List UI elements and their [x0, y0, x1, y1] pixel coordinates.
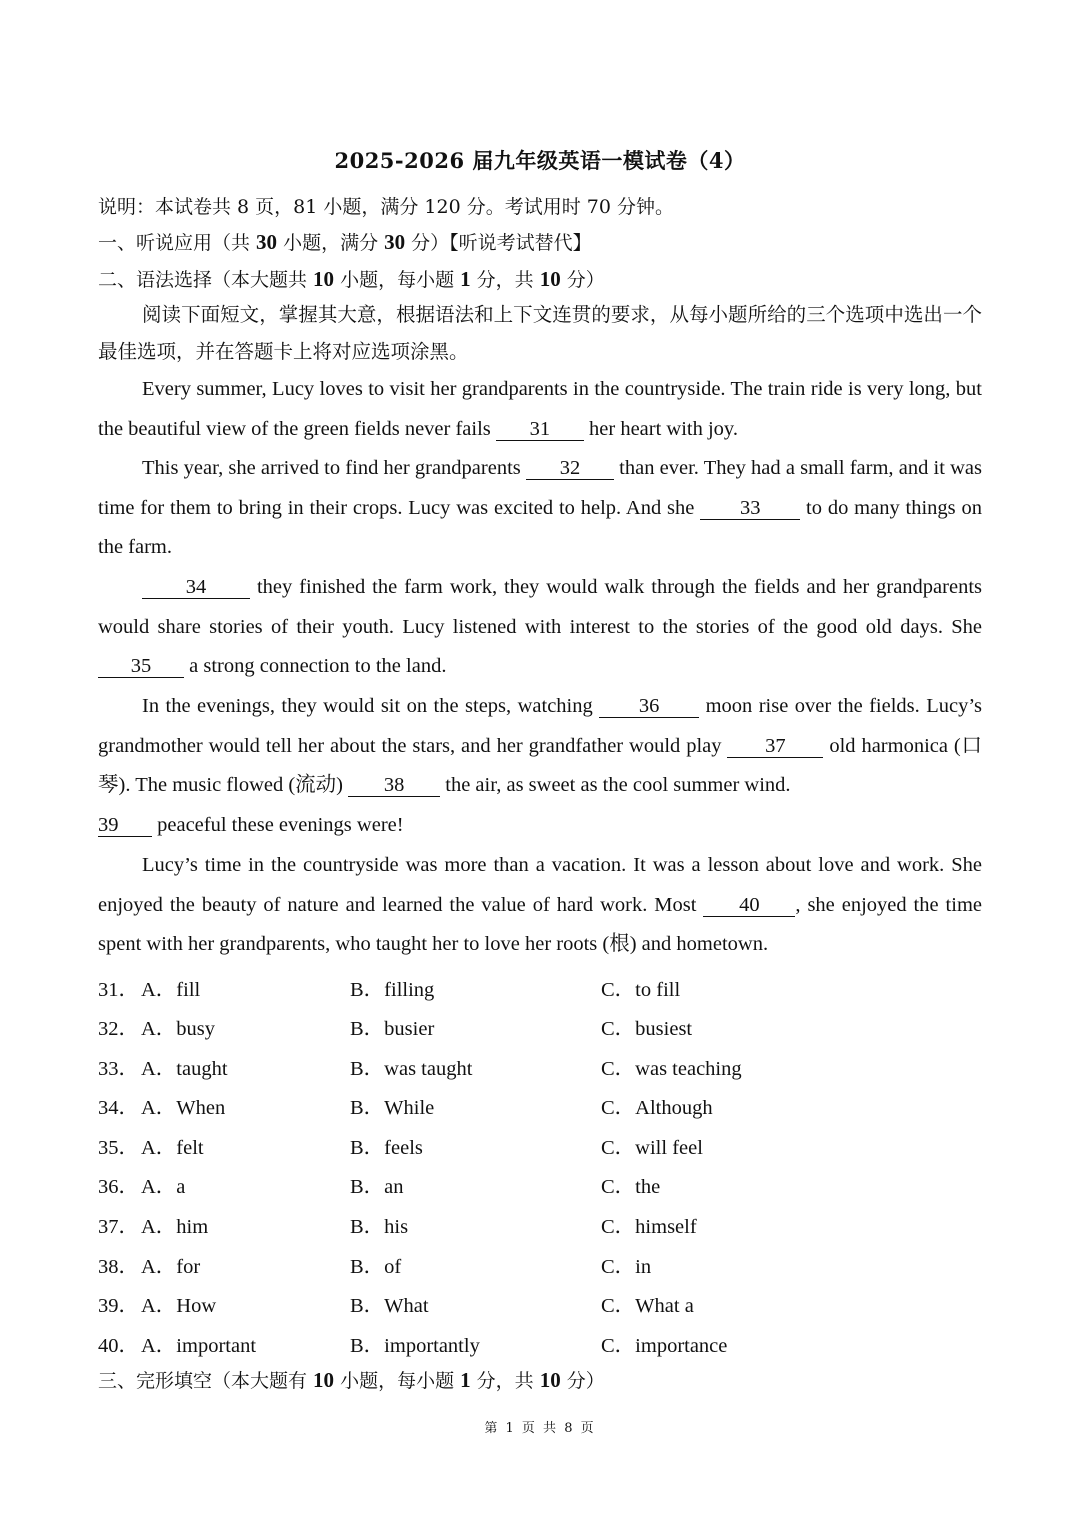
passage-text: to do many things on the farm.	[98, 496, 982, 559]
section-1-count: 30	[256, 230, 278, 254]
option-b: B．While	[350, 1097, 435, 1119]
blank-38: 38	[348, 774, 440, 797]
option-c: C．the	[601, 1176, 661, 1198]
option-b: B．busier	[350, 1018, 435, 1040]
passage-text: This year, she arrived to find her grandparents	[142, 457, 526, 479]
section-2-count: 10	[313, 267, 335, 291]
option-a: A．a	[141, 1176, 186, 1198]
section-2-text-c: 分，共	[470, 269, 540, 291]
option-a: A．him	[141, 1216, 209, 1238]
option-c: C．himself	[601, 1216, 697, 1238]
section-2-instructions: 阅读下面短文，掌握其大意，根据语法和上下文连贯的要求，从每小题所给的三个选项中选出一个最佳选项，并在答题卡上将对应选项涂黑。	[98, 303, 982, 363]
passage-text: , she enjoyed the time spent with her grandparents, who taught her to love her roots (根) and hometown.	[98, 893, 982, 956]
passage-paragraph-5	[98, 806, 982, 846]
exam-note: 说明：本试卷共 8 页，81 小题，满分 120 分。考试用时 70 分钟。	[98, 196, 674, 218]
blank-37: 37	[727, 735, 823, 758]
question-number: 37．	[98, 1216, 139, 1238]
passage-text: than ever. They had a small farm, and it was time for them to bring in their crops. Lucy was excited to help. And she	[98, 457, 982, 519]
option-c: C．Although	[601, 1097, 713, 1119]
question-number: 39．	[98, 1295, 139, 1317]
section-1-text-a: 一、听说应用（共	[98, 232, 257, 254]
option-a: A．fill	[141, 979, 201, 1001]
passage-text: her heart with joy.	[583, 417, 738, 440]
passage-paragraph-3	[98, 568, 982, 687]
passage-text: moon rise over the fields. Lucy’s grandmother would tell her about the stars, and her grandfather would play	[98, 695, 982, 757]
option-c: C．will feel	[601, 1137, 703, 1159]
page-footer: 第 1 页 共 8 页	[484, 1421, 596, 1436]
passage-text: Every summer, Lucy loves to visit her grandparents in the countryside. The train ride is very long, but the beautiful view of the green fields never fails	[98, 378, 982, 440]
option-b: B．of	[350, 1256, 402, 1278]
passage-paragraph-4	[98, 687, 982, 806]
section-2-total: 10	[539, 267, 561, 291]
option-b: B．feels	[350, 1137, 423, 1159]
question-number: 36．	[98, 1176, 139, 1198]
option-b: B．was taught	[350, 1058, 473, 1080]
section-3-text-a: 三、完形填空（本大题有	[98, 1370, 314, 1392]
section-2-heading	[98, 265, 605, 292]
option-c: C．importance	[601, 1335, 728, 1357]
question-number: 35．	[98, 1137, 139, 1159]
passage-text: old harmonica (口琴). The music flowed (流动)	[98, 734, 982, 797]
option-b: B．filling	[350, 979, 435, 1001]
option-a: A．busy	[141, 1018, 216, 1040]
option-c: C．busiest	[601, 1018, 693, 1040]
section-2-per-item: 1	[460, 267, 471, 291]
option-a: A．taught	[141, 1058, 228, 1080]
section-1-text-c: 分）【听说考试替代】	[405, 232, 592, 254]
section-2-text-b: 小题，每小题	[334, 269, 461, 291]
option-a: A．for	[141, 1256, 201, 1278]
question-number: 32．	[98, 1018, 139, 1040]
blank-39: 39	[98, 814, 152, 837]
section-1-score: 30	[384, 230, 406, 254]
exam-title: 2025-2026 届九年级英语一模试卷（4）	[334, 148, 746, 173]
section-3-total: 10	[539, 1368, 561, 1392]
section-1-heading	[98, 228, 592, 255]
section-3-count: 10	[313, 1368, 335, 1392]
passage-paragraph-2	[98, 449, 982, 568]
option-c: C．What a	[601, 1295, 694, 1317]
question-number: 33．	[98, 1058, 139, 1080]
passage-text: they finished the farm work, they would walk through the fields and her grandparents would share stories of their youth. Lucy listened with interest to the stories of the good old days. She	[98, 576, 982, 638]
option-b: B．his	[350, 1216, 409, 1238]
option-a: A．important	[141, 1335, 257, 1357]
question-number: 34．	[98, 1097, 139, 1119]
passage-text: peaceful these evenings were!	[152, 814, 404, 836]
section-3-heading	[98, 1366, 605, 1393]
section-3-per-item: 1	[460, 1368, 471, 1392]
section-1-text-b: 小题，满分	[277, 232, 385, 254]
section-3-text-c: 分，共	[470, 1370, 540, 1392]
option-c: C．to fill	[601, 979, 681, 1001]
option-a: A．How	[141, 1295, 217, 1317]
question-number: 38．	[98, 1256, 139, 1278]
section-3-text-b: 小题，每小题	[334, 1370, 461, 1392]
passage-text: a strong connection to the land.	[184, 655, 447, 678]
option-b: B．an	[350, 1176, 404, 1198]
blank-31: 31	[496, 418, 584, 441]
passage-paragraph-1	[98, 370, 982, 449]
option-c: C．was teaching	[601, 1058, 742, 1080]
question-number: 40．	[98, 1335, 139, 1357]
section-3-text-d: 分）	[560, 1370, 605, 1392]
passage-paragraph-6	[98, 846, 982, 965]
blank-36: 36	[599, 695, 699, 718]
passage-text: Lucy’s time in the countryside was more than a vacation. It was a lesson about love and work. She enjoyed the beauty of nature and learned the value of hard work. Most	[98, 854, 982, 916]
passage-text: the air, as sweet as the cool summer wind.	[440, 774, 791, 797]
option-a: A．felt	[141, 1137, 204, 1159]
question-number: 31．	[98, 979, 139, 1001]
section-2-text-d: 分）	[560, 269, 605, 291]
option-c: C．in	[601, 1256, 652, 1278]
passage-text: In the evenings, they would sit on the steps, watching	[142, 695, 600, 717]
option-a: A．When	[141, 1097, 226, 1119]
blank-35: 35	[98, 655, 184, 678]
blank-40: 40	[703, 894, 795, 917]
option-b: B．What	[350, 1295, 429, 1317]
option-b: B．importantly	[350, 1335, 480, 1357]
section-2-text-a: 二、语法选择（本大题共	[98, 269, 314, 291]
blank-33: 33	[700, 497, 800, 520]
blank-34: 34	[142, 576, 250, 599]
blank-32: 32	[526, 457, 614, 480]
